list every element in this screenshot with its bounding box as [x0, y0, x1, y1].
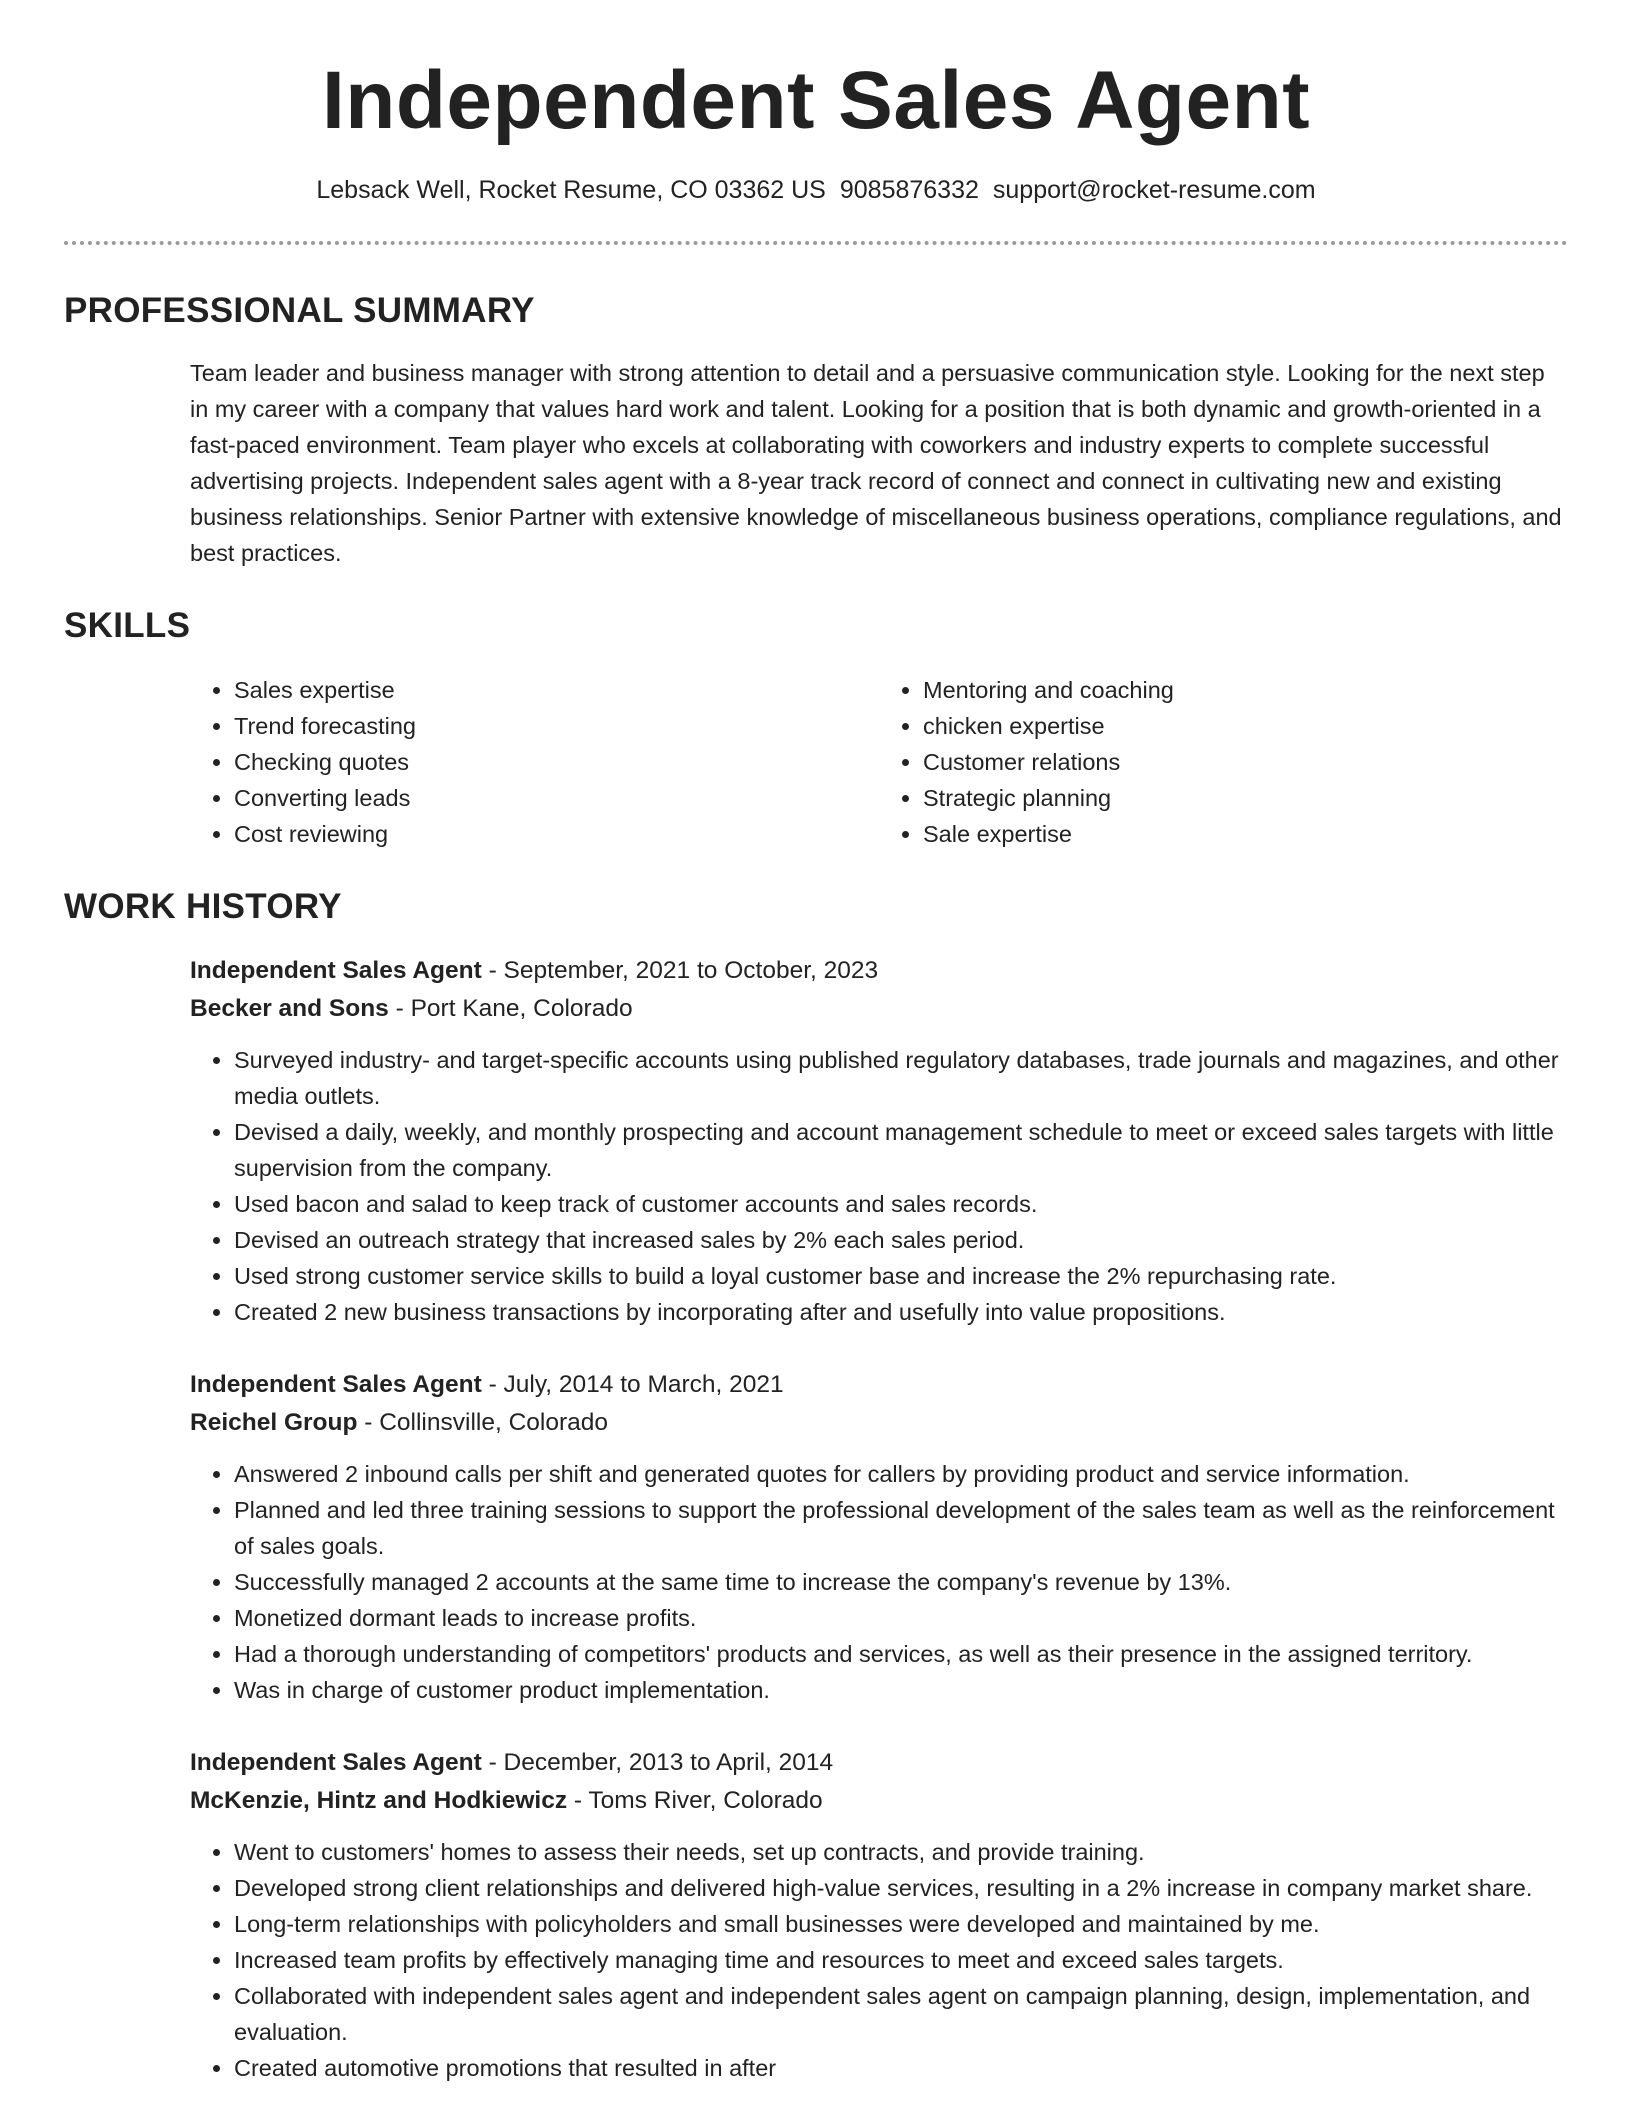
- job-bullets: [190, 1834, 1568, 2086]
- job-bullet: • Devised an outreach strategy that increased sales by 2% each sales period.: [234, 1222, 1568, 1258]
- header-divider: [64, 241, 1568, 245]
- contact-email: support@rocket-resume.com: [992, 176, 1316, 205]
- skill-item: • Checking quotes: [234, 744, 879, 780]
- job-bullets: [190, 1042, 1568, 1330]
- contact-address: Lebsack Well, Rocket Resume, CO 03362 US: [316, 176, 826, 205]
- job-entry: [190, 952, 1568, 1330]
- job-company-line: [190, 1404, 1568, 1442]
- summary-section: [64, 290, 1568, 571]
- job-title-line: [190, 1744, 1568, 1782]
- resume-header: [0, 0, 1632, 207]
- job-bullet: • Used bacon and salad to keep track of customer accounts and sales records.: [234, 1186, 1568, 1222]
- job-company-line: [190, 1782, 1568, 1820]
- skill-item: • Mentoring and coaching: [923, 672, 1568, 708]
- job-title-line: [190, 1366, 1568, 1404]
- job-bullet: • Was in charge of customer product implementation.: [234, 1672, 1568, 1708]
- summary-text: Team leader and business manager with strong attention to detail and a persuasive communication style. Looking for the next step in my career with a company that values hard work and talent. Looking for a position that is both dynamic and growth-oriented in a fast-paced environment. Team player who excels at collaborating with coworkers and industry experts to complete successful advertising projects. Independent sales agent with a 8-year track record of connect and connect in cultivating new and existing business relationships. Senior Partner with extensive knowledge of miscellaneous business operations, compliance regulations, and best practices.: [190, 359, 1562, 566]
- job-bullet: • Collaborated with independent sales agent and independent sales agent on campaign planning, design, implementation, and evaluation.: [234, 1978, 1568, 2050]
- job-dates: - July, 2014 to March, 2021: [481, 1370, 784, 1398]
- job-company: McKenzie, Hintz and Hodkiewicz: [190, 1786, 568, 1814]
- job-bullet: • Devised a daily, weekly, and monthly prospecting and account management schedule to meet or exceed sales targets with little supervision from the company.: [234, 1114, 1568, 1186]
- job-role: Independent Sales Agent: [190, 1748, 482, 1776]
- job-location: - Toms River, Colorado: [567, 1786, 823, 1814]
- contact-phone: 9085876332: [839, 176, 979, 205]
- job-company: Becker and Sons: [190, 994, 389, 1022]
- skills-list-right: [879, 672, 1568, 852]
- job-bullet: • Had a thorough understanding of competitors' products and services, as well as their presence in the assigned territory.: [234, 1636, 1568, 1672]
- skills-section: [64, 605, 1568, 852]
- job-bullet: • Created 2 new business transactions by incorporating after and usefully into value propositions.: [234, 1294, 1568, 1330]
- job-bullet: • Monetized dormant leads to increase profits.: [234, 1600, 1568, 1636]
- skill-item: • Strategic planning: [923, 780, 1568, 816]
- work-history-heading: WORK HISTORY: [64, 886, 342, 926]
- job-role: Independent Sales Agent: [190, 956, 482, 984]
- job-bullet: • Increased team profits by effectively managing time and resources to meet and exceed sales targets.: [234, 1942, 1568, 1978]
- job-role: Independent Sales Agent: [190, 1370, 482, 1398]
- job-bullet: • Successfully managed 2 accounts at the same time to increase the company's revenue by 13%.: [234, 1564, 1568, 1600]
- skills-heading: SKILLS: [64, 605, 191, 645]
- summary-heading: PROFESSIONAL SUMMARY: [64, 290, 535, 330]
- job-bullets: [190, 1456, 1568, 1708]
- skill-item: • Sales expertise: [234, 672, 879, 708]
- job-bullet: • Developed strong client relationships and delivered high-value services, resulting in a 2% increase in company market share.: [234, 1870, 1568, 1906]
- skill-item: • Customer relations: [923, 744, 1568, 780]
- job-title-line: [190, 952, 1568, 990]
- job-company-line: [190, 990, 1568, 1028]
- job-location: - Port Kane, Colorado: [388, 994, 633, 1022]
- job-company: Reichel Group: [190, 1408, 358, 1436]
- work-history-section: [64, 886, 1568, 2086]
- job-bullet: • Long-term relationships with policyholders and small businesses were developed and maintained by me.: [234, 1906, 1568, 1942]
- candidate-name: Independent Sales Agent: [321, 55, 1311, 146]
- job-bullet: • Surveyed industry- and target-specific accounts using published regulatory databases, trade journals and magazines, and other media outlets.: [234, 1042, 1568, 1114]
- job-bullet: • Went to customers' homes to assess their needs, set up contracts, and provide training.: [234, 1834, 1568, 1870]
- skills-list-left: [190, 672, 879, 852]
- job-location: - Collinsville, Colorado: [357, 1408, 608, 1436]
- skill-item: • Cost reviewing: [234, 816, 879, 852]
- job-entry: [190, 1744, 1568, 2086]
- skill-item: • chicken expertise: [923, 708, 1568, 744]
- skill-item: • Converting leads: [234, 780, 879, 816]
- skills-grid: [190, 672, 1568, 852]
- job-bullet: • Planned and led three training sessions to support the professional development of the sales team as well as the reinforcement of sales goals.: [234, 1492, 1568, 1564]
- skill-item: • Sale expertise: [923, 816, 1568, 852]
- job-bullet: • Answered 2 inbound calls per shift and generated quotes for callers by providing product and service information.: [234, 1456, 1568, 1492]
- contact-line: [0, 174, 1632, 207]
- job-bullet: • Used strong customer service skills to build a loyal customer base and increase the 2% repurchasing rate.: [234, 1258, 1568, 1294]
- job-dates: - December, 2013 to April, 2014: [481, 1748, 834, 1776]
- skill-item: • Trend forecasting: [234, 708, 879, 744]
- job-entry: [190, 1366, 1568, 1708]
- job-dates: - September, 2021 to October, 2023: [481, 956, 879, 984]
- job-bullet: • Created automotive promotions that resulted in after: [234, 2050, 1568, 2086]
